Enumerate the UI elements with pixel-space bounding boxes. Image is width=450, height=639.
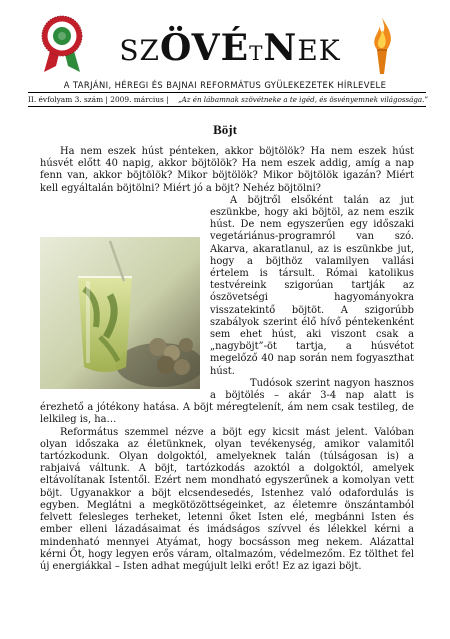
masthead-divider bbox=[28, 92, 426, 93]
title-part: ÖVÉ bbox=[159, 27, 250, 69]
article-paragraph: Református szemmel nézve a böjt egy kicsit mást jelent. Valóban olyan időszaka az életünknek, olyan tevékenység, amikor valamitől tartózkodunk. Olyan dolgoktól, amelyeknek talán (túlságosan is) a rabjaivá váltunk. A böjt, tartózkodás azoktól a dolgoktól, amelyek eltávolítanak Istentől. Ezért nem mondható egyszerűnek a komolyan vett böjt. Ugyanakkor a böjt elcsendesedés, Istenhez való odafordulás is egyben. Meglátni a megkötözöttségeinket, az életemre önszántamból felvett felesleges terheket, letenni őket Isten elé, megbánni Isten és ember elleni lázadásaimat és imádságos szívvel és lélekkel kérni a mindenható mennyei Atyámat, hogy bocsásson meg nekem. Alázattal kérni Őt, hogy legyen erős váram, oltalmazóm, védelmezőm. Ez tölthet fel új energiákkal – Isten adhat megújult lelki erőt! Ez az igazi böjt. bbox=[40, 426, 414, 572]
article-paragraph: Ha nem eszek húst pénteken, akkor böjtölök? Ha nem eszek húst húsvét előtt 40 napig, akkor böjtölök? Ha nem eszek addig, amíg a nap fenn van, akkor böjtölök? Mikor böjtölök? Mikor böjtölök igazán? Miért kell egyáltalán böjtölni? Miért jó a böjt? Nehéz böjtölni? bbox=[40, 146, 414, 194]
cockade-emblem-icon bbox=[40, 14, 84, 74]
torch-flame-icon bbox=[368, 16, 396, 76]
article-paragraph: Tudósok szerint nagyon hasznos a böjtölés – akár 3-4 nap alatt is érezhető a jótékony hatása. A böjt méregtelenít, ám nem csak testileg, de lelkileg is, ha… bbox=[40, 377, 414, 426]
article-title: Böjt bbox=[213, 122, 237, 137]
article-paragraph: A böjtről elsőként talán az jut eszünkbe, hogy aki böjtöl, az nem eszik húst. De nem egyszerűen egy időszaki vegetáriánus-programról van szó. Akarva, akaratlanul, az is eszünkbe jut, hogy a böjthöz valamilyen vallási értelem is társult. Római katolikus testvéreink szigorúan tartják az ószövetségi hagyományokra visszatekintő böjtöt. A szigorúbb szabályok szerint élő hívő péntekenként sem ehet húst, aki viszont csak a „nagyböjt”-öt tartja, a húsvétot megelőző 40 nap során nem fogyaszthat húst. bbox=[210, 194, 414, 377]
tea-glass-photo bbox=[40, 237, 200, 389]
title-part: EK bbox=[297, 34, 341, 67]
title-part: SZ bbox=[119, 34, 160, 67]
motto-quote: „Az én lábamnak szövétneke a te igéd, és ösvényemnek világossága.” bbox=[178, 95, 429, 104]
tea-glass-icon bbox=[40, 237, 200, 389]
masthead bbox=[0, 0, 450, 108]
article-body bbox=[40, 146, 414, 573]
title-part: N bbox=[263, 27, 298, 69]
masthead-divider bbox=[28, 106, 426, 107]
issue-info: II. évfolyam 3. szám | 2009. március | bbox=[28, 95, 169, 104]
title-part: t bbox=[249, 34, 264, 67]
newsletter-title bbox=[96, 27, 364, 69]
newsletter-subtitle: A TARJÁNI, HÉREGI ÉS BAJNAI REFORMÁTUS GYÜLEKEZETEK HÍRLEVELE bbox=[63, 80, 387, 90]
